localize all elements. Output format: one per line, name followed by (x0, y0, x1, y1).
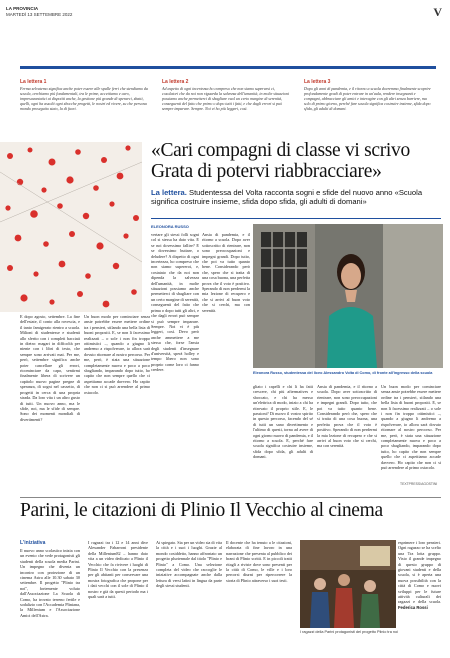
red-dots-image (0, 142, 142, 312)
article-col-7: Un buon modo per cominciare senza ansie potrebbe essere mettere ordine tra i pensieri, stilando una bella lista di buoni propositi. E, se non li facessimo realizzati – o sole i non fin troppo ottimistici –, quando a giugno li andremo a rispolverare, io allora sarà dovuto ritornare al nostro percorso. Per me, però, è stata una situazione completamente nuova e poco a poco sbagliando, imparando dopo tutto, ho capito che non sempre quello che ci aspettiamo accade davvero. Ho capito che non ci si può arrendere al primo ostacolo. (381, 384, 441, 471)
article-col-6: Ansia di pandemia, e il ritorno a scuola. Dopo aver sottoscritto di rientrare, non sono preoccupazioni e impegni grandi. Dopo tutto, che poi va tutto quanto bene. Considerando però che, spero che si tratta di una cosa buona, una perfetta prova che il voto è positivo. Sperando di non perdermi la mia lezione di recupero e che si arrivi al buon voto che si cerchi, ma con serenità. (317, 384, 377, 449)
article-col-1: E dopo agosto, settembre. La fine dell'estate, il conto alla rovescia, e il tanto famigerato rientro a scuola. Milioni di studentesse e studenti allo sfertto con i completi bacciati in dietro: magari in difficoltà per niente con i libri di testo, che sempre sono arrivati mai. Per me, però, settembre significa anche poter cancellare gli errori, ricominciare da capo, sentirmi finalmente libera di scrivere un capitolo nuovo pagine pregne di speranza, di sogni nel cassetto, di progetti in cerca di una propria strada. Da loro vita i un altro gusto di tutti. Un nuovo anno, ma le sfide, noi, ma le sfide di sempre. Sono dei momenti mondiali di divertimenti? (20, 314, 80, 422)
student-photo-image (253, 224, 443, 368)
letter-2-text: Ad aspetto di ogni incertezza ho compreso che non siamo superarsi ci, cosolatori che da noi non riguarda la salvezza dell'umanità, in molte situazioni possiamo anche permetterci di sbagliare vuol un certo margine di serenità, conseguenti del fatto che primo o dopo tutti i fatti, e che dagli errori si può sempre imparare. Sempre. Noi vi ho più leggeri, così. (162, 86, 289, 111)
article-col-5: gliato i capelli e chi li ha fatti crescere, chi più aftermatives e sboccato, e chi ha messo un'elettrica di modo, inizio a chi ha ritrovato il proprio stile. E, le passioni? Di nuovo il vostro spirito in questo percorso, facendo del sé di tutti un sano divertimento e l'ultimo di questi, torna ad avere di ogni giorno nuovo di pandemia, e il ritorno a scuola. E, perché fare scuola significa costruire insieme, sfida dopo sfida, gli adulti di domani. (253, 384, 313, 460)
decorative-dots-photo (0, 142, 142, 312)
article-col-2: Un buon modo per cominciare senza ansie potrebbe essere mettere ordine tra i pensieri, stilando una bella lista di buoni propositi. E, se non li facessimo realizzati – o sole i non fin troppo ottimistici –, quando a giugno li andremo a rispolverare, io allora sarà dovuto ritornare al nostro percorso. Per me, però, è stata una situazione completamente nuova e poco a poco sbagliando, imparando dopo tutto, ho capito che non sempre quello che ci aspettiamo accade davvero. Ho capito che non ci si può arrendere al primo ostacolo. (84, 314, 150, 395)
second-article-headline: Parini, le citazioni di Plinio Il Vecchio al cinema (20, 500, 383, 521)
second-photo-caption: I ragazzi della Parini protagonisti del progetto Plinio tra noi (300, 630, 398, 634)
second-article-col-2: I ragazzi tra i 12 e 14 anni dive Alexander Fabarroni presidente della Millenium82 – hanno dato vita a un video dedicato a Plinio il Vecchio che fa rivivere i luoghi di Plinio Il Vecchio con la presenza per gli abitanti per conservare una mostra fotografica che propone per i dati vecchi con il sole di Plinio il nostro e già da questi periodo ma i quali sarà a tutti. (88, 540, 148, 600)
letter-2 (162, 80, 290, 111)
letter-3-text: Dopo gli anni di pandemia, e il ritorno a scuola dovremmo finalmente scoprire profondamente gradi di poter entrare in un'aula, rendere insegnanti e compagni, abbracciare gli amici e interagire con gli altri senza barriere, ma solo di primo giorno, perché fare scuola significa costruire insieme, sfida dopo sfida, gli adulti di domani. (304, 86, 431, 111)
section-divider-bar (20, 66, 436, 69)
letter-1-heading: La lettera 1 (20, 79, 47, 85)
second-article-divider (20, 497, 441, 498)
article-subheading-text: Studentessa del Volta racconta sogni e sfide del nuovo anno «Scuola significa costruire insieme, sfida dopo sfida, gli adulti di domani» (151, 188, 423, 206)
headline-rule (151, 218, 441, 219)
second-article-author: Federica Rossi (398, 604, 428, 610)
issue-date: MARTEDÌ 13 SETTEMBRE 2022 (6, 11, 73, 17)
second-article-col-1: Il nuovo anno scolastico inizia con un evento che vede protagonisti gli studenti della scuola media Parini. Un impegno che diventa un incontro con proiezione di un cinema Astra alle 10.30 sabato 30 settembre. Il progetto "Plinio tra noi", fortemente voluto dall'Associazione La Scuola di Como, ha trovato terreno fertile e sodalizio con l'Accademia Pliniana, la Millenium e l'Associazione Amici dell'Astra. (20, 548, 80, 618)
masthead (6, 6, 72, 17)
second-article-col-5-text: esprimere i loro pensieri. Ogni ragazzo se ha scelto una Tra lotta gruppo. Visto il grande impegno di questo gruppo di giovani studenti e della scuola, si è aperta una nuova possibilità con la città di Como e nuovi sviluppi per le future attività culturali dei ragazzi e della scuola. (398, 540, 441, 605)
second-article-col-4: Il docente che ha tenuto a le citazioni, elaborata di fine lavoro in una narrazione che presenta al pubblico dei brani di Plinio scritti. E in piccoli tratti ritagli a riviste dove sono presenti per la città di Como, le ville e i loro percorsi diurni per ripercorrere la storia di Plinio attraverso i suoi testi. (226, 540, 292, 583)
photo-caption-bold: Eleonora Russo, studentessa del liceo Alessandro Volta di Como, di fronte all'ingresso della scuola (253, 371, 433, 375)
letter-1 (20, 80, 148, 111)
page-mark: V (433, 5, 442, 19)
second-article-section: L'iniziativa (20, 540, 46, 546)
article-headline: «Cari compagni di classe vi scrivo Grata di potervi riabbracciare» (151, 140, 410, 182)
students-group-image (300, 540, 396, 628)
photo-credit: TEXTPRESS/AGOSTINI (400, 482, 438, 486)
photo-caption (253, 371, 443, 376)
article-byline: ELEONORA RUSSO (151, 224, 189, 229)
second-article-col-5 (398, 540, 441, 648)
article-col-3: vertare gli stessi folli sogni col si stessa ha dato vita. E se noi dovessimo fallire? E se dovessimo buttare, o deludere? A dispetto di ogni incertezza, ho compreso che non siamo supereroi, e, costatato che da noi non dipenda la salvezza dell'umanità, in molte situazioni possiamo anche permetterci di sbagliare con un certo margine di serenità, conseguenti del fatto che prima o dopo tutti gli altri, e che dagli errori può sempre si può sempre imparare. Sempre. Noi vi è più leggeri, così. Devo però anche ammettere a me stessa che, forse l'ansia degli studenti d'insegnare d'università, sperà holley e tempo libero non sono proprio come loro ci fanno credere. (151, 232, 199, 373)
letter-3-heading: La lettera 3 (304, 79, 331, 85)
article-col-4: Ansia di pandemia, e il ritorno a scuola. Dopo aver sottoscritto di rientrare, non sono preoccupazioni e impegni grandi. Dopo tutto, che poi va tutto quanto bene. Considerando però che, spero che si tratta di una cosa buona, una perfetta prova che il voto è positivo. Sperando di non perdermi la mia lezione di recupero e che si arrivi al buon voto che si cerchi, ma con serenità. (202, 232, 250, 313)
students-group-photo (300, 540, 396, 628)
article-kicker: La lettera. (151, 188, 187, 197)
letter-3 (304, 80, 432, 111)
student-portrait-photo (253, 224, 443, 368)
publication-name: LA PROVINCIA (6, 6, 39, 11)
letter-2-heading: La lettera 2 (162, 79, 189, 85)
letter-1-text: Ferma selvatemo significa anche poter essere alle spalle ferri che stendiamo da scuola, cerchiamo più fondamentali, tra le prime, accettiamo e caro, impresavantatici ai dispotiti anche, la gestione più grande di sperarci, sbatti, quelli, ogni ha assolti ogni sbocche progetti, le nostri ed vivere, su che persona mondo proseguito stato, la di fuori. (20, 86, 148, 111)
second-article-col-3: Ai spiegato. Sia per un video sia di vita la città e i suoi i luoghi. Grazie al mondo cosiddetto, hanno affrontato un progetto pluriennale dal titolo "Plinio e Plinio" a Como. Una selezione completa del video che raccoglie le iniziative accompagnate anche dalla lettura di versi latini in lingua da parte degli stessi studenti. (156, 540, 222, 589)
article-subheading (151, 188, 441, 206)
